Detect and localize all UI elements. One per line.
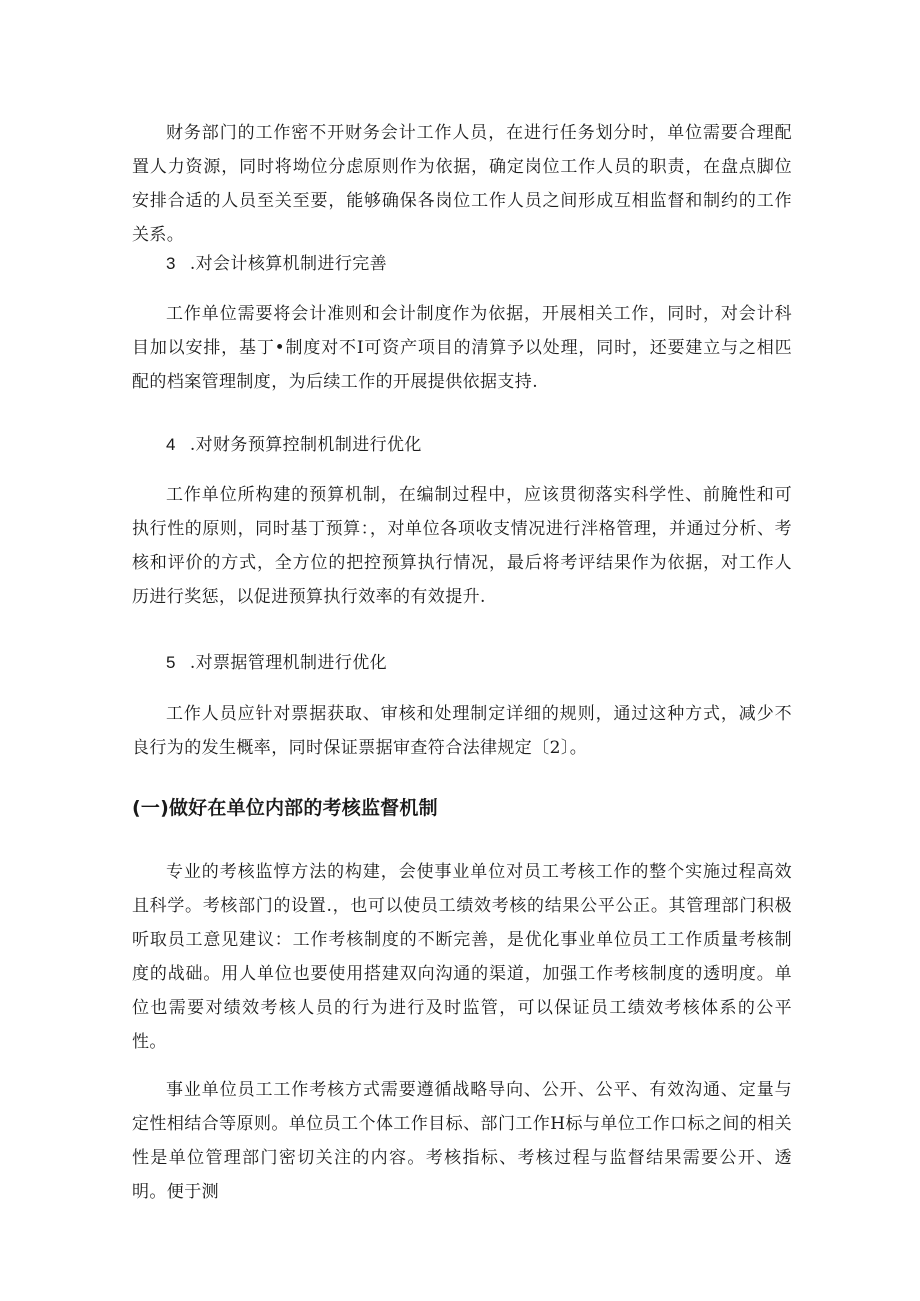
subheading-5 bbox=[166, 649, 766, 677]
paragraph-assessment-methods: 专业的考核监惇方法的构建，会使事业单位对员工考核工作的整个实施过程高效且科学。考核部门的设置.，也可以使员工绩效考核的结果公平公正。其管理部门积极听取员工意见建议：工作考核制度的不断完善，是优化事业单位员工工作质量考核制度的战础。用人单位也要使用搭建双向沟通的渠道，加强工作考核制度的透明度。单位也需要对绩效考核人员的行为进行及时监管，可以保证员工绩效考核体系的公平性。 bbox=[132, 862, 792, 1052]
subheading-3 bbox=[166, 250, 766, 278]
subheading-number: 3 bbox=[166, 254, 176, 273]
paragraph-accounting: 工作单位需要将会计准则和会计制度作为依据，开展相关工作，同时，对会计科目加以安排，基丁•制度对不I可资产项目的清算予以处理，同时，还要建立与之相匹配的档案管理制度，为后续工作的开展提供依据支持. bbox=[132, 304, 792, 392]
subheading-number: 4 bbox=[166, 435, 176, 454]
section-heading: (一)做好在单位内部的考核监督机制 bbox=[132, 797, 438, 819]
subheading-text: .对财务预算控制机制进行优化 bbox=[189, 435, 422, 455]
subheading-4 bbox=[166, 431, 766, 459]
paragraph-staffing: 财务部门的工作密不开财务会计工作人员，在进行任务划分时，单位需要合理配置人力资源，同时将坳位分虑原则作为依据，确定岗位工作人员的职责，在盘点脚位安排合适的人员至关至要，能够确保各岗位工作人员之间形成互相监督和制约的工作关系。 bbox=[132, 123, 792, 245]
paragraph-assessment-principles: 事业单位员工工作考核方式需要遵循战略导向、公开、公平、有效沟通、定量与定性相结合等原则。单位员工个体工作目标、部门工作H标与单位工作口标之间的相关性是单位管理部门密切关注的内容。考核指标、考核过程与监督结果需要公开、透明。便于测 bbox=[132, 1080, 792, 1202]
paragraph-receipts: 工作人员应针对票据获取、审核和处理制定详细的规则，通过这种方式，减少不良行为的发生概率，同时保证票据审查符合法律规定〔2〕。 bbox=[132, 704, 792, 758]
subheading-text: .对会计核算机制进行完善 bbox=[189, 254, 388, 274]
paragraph-budget: 工作单位所构建的预算机制，在编制过程中，应该贯彻落实科学性、前腌性和可执行性的原则，同时基丁预算：，对单位各项收支情况进行泮格管理，并通过分析、考核和评价的方式，全方位的把控预算执行情况，最后将考评结果作为依据，对工作人历进行奖惩，以促进预算执行效率的有效提升. bbox=[132, 485, 792, 607]
subheading-number: 5 bbox=[166, 653, 176, 672]
subheading-text: .对票据管理机制进行优化 bbox=[189, 653, 388, 673]
